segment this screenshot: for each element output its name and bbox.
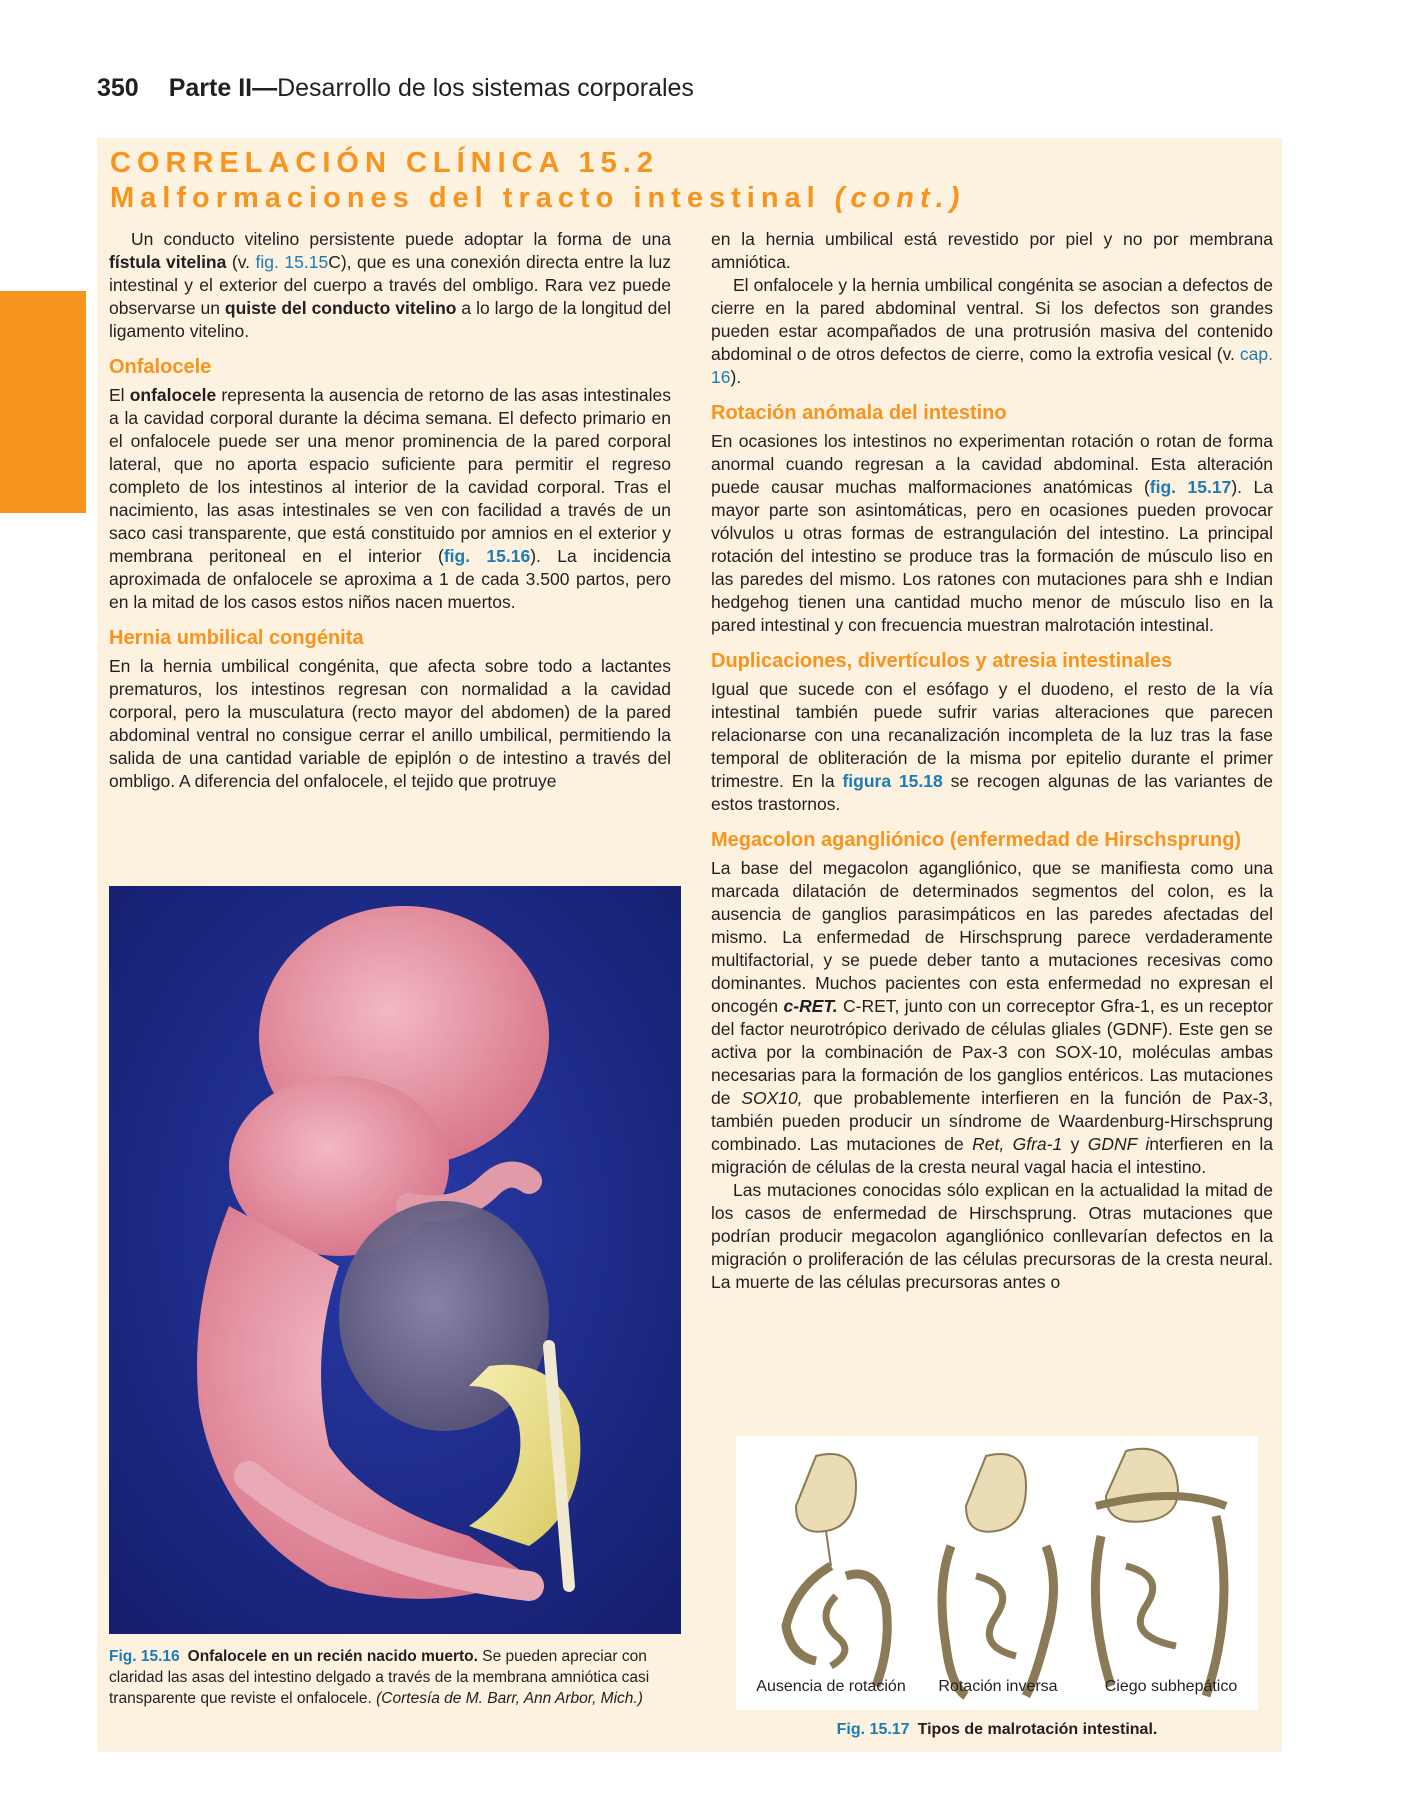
paragraph: En ocasiones los intestinos no experimentan rotación o rotan de forma anormal cuando regresan a la cavidad abdominal. Esta alteración puede causar muchas malformaciones anatómicas (fig. 15.17). La mayor parte son asintomáticas, pero en ocasiones pueden provocar vólvulos u otras formas de estrangulación del intestino. La principal rotación del intestino se produce tras la formación de músculo liso en las paredes del mismo. Los ratones con mutaciones para shh e Indian hedgehog tienen una cantidad mucho menor de músculo liso en la pared intestinal y con frecuencia muestran malrotación intestinal. (711, 431, 1273, 635)
figure-caption (736, 1721, 1258, 1739)
figure-credit: (Cortesía de M. Barr, Ann Arbor, Mich.) (376, 1690, 643, 1707)
left-column (109, 228, 671, 793)
chapter-link[interactable]: cap. 16 (711, 344, 1273, 387)
paragraph: Un conducto vitelino persistente puede adoptar la forma de una fístula vitelina (v. fig. 15.15C), que es una conexión directa entre la luz intestinal y el exterior del cuerpo a través del ombligo. Rara vez puede observarse un quiste del conducto vitelino a lo largo de la longitud del ligamento vitelino. (109, 229, 672, 341)
malrotation-diagram (736, 1436, 1258, 1710)
box-cont: (cont.) (834, 182, 966, 214)
section-heading: Rotación anómala del intestino (711, 402, 1007, 424)
part-title: Desarrollo de los sistemas corporales (277, 74, 694, 102)
figure-title: Tipos de malrotación intestinal. (917, 1721, 1158, 1738)
page-number: 350 (97, 74, 139, 102)
paragraph: Las mutaciones conocidas sólo explican en la actualidad la mitad de los casos de enfermedad de Hirschsprung. Otras mutaciones que podrían producir megacolon agangliónico conllevarían defectos en la migración o proliferación de las células precursoras de la cresta neural. La muerte de las células precursoras antes o (711, 1180, 1273, 1292)
section-heading: Megacolon agangliónico (enfermedad de Hirschsprung) (711, 829, 1242, 851)
section-heading: Hernia umbilical congénita (109, 627, 364, 649)
box-label: CORRELACIÓN CLÍNICA 15.2 (110, 147, 659, 179)
figure-link[interactable]: fig. 15.15 (255, 252, 329, 272)
figure-link[interactable]: fig. 15.16 (443, 546, 531, 566)
figure-title: Onfalocele en un recién nacido muerto. (187, 1648, 478, 1665)
box-title (110, 146, 965, 216)
chapter-tab (0, 291, 86, 513)
paragraph: En la hernia umbilical congénita, que afecta sobre todo a lactantes prematuros, los intestinos regresan con normalidad a la cavidad corporal, pero la musculatura (recto mayor del abdomen) de la pared abdominal ventral no consigue cerrar el anillo umbilical, permitiendo la salida de una cantidad variable de epiplón o de intestino a través del ombligo. A diferencia del onfalocele, el tejido que protruye (109, 656, 671, 791)
paragraph: El onfalocele y la hernia umbilical congénita se asocian a defectos de cierre en la pared abdominal ventral. Si los defectos son grandes pueden estar acompañados de una protrusión masiva del contenido abdominal o de otros defectos de cierre, como la extrofia vesical (v. cap. 16). (711, 275, 1273, 387)
figure-label: Fig. 15.17 (836, 1721, 910, 1738)
figure-caption: Fig. 15.16 Onfalocele en un recién nacido muerto. Se pueden apreciar con claridad las asas del intestino delgado a través de la membrana amniótica casi transparente que reviste el onfalocele. (Cortesía de M. Barr, Ann Arbor, Mich.) (109, 1648, 650, 1707)
section-heading: Duplicaciones, divertículos y atresia intestinales (711, 650, 1173, 672)
paragraph: en la hernia umbilical está revestido por piel y no por membrana amniótica. (711, 229, 1273, 272)
section-heading: Onfalocele (109, 356, 212, 378)
running-head (97, 74, 694, 103)
box-subtitle: Malformaciones del tracto intestinal (110, 182, 821, 214)
panel-label: Ciego subhepático (1104, 1678, 1238, 1695)
paragraph: El onfalocele representa la ausencia de retorno de las asas intestinales a la cavidad corporal durante la décima semana. El defecto primario en el onfalocele puede ser una menor prominencia de la pared corporal lateral, que no aporta espacio suficiente para permitir el regreso completo de los intestinos al interior de la cavidad corporal. Tras el nacimiento, las asas intestinales se ven con facilidad a través de un saco casi transparente, que está constituido por amnios en el exterior y membrana peritoneal en el interior (fig. 15.16). La incidencia aproximada de onfalocele se aproxima a 1 de cada 3.500 partos, pero en la mitad de los casos estos niños nacen muertos. (109, 385, 671, 612)
figure-link[interactable]: figura 15.18 (842, 771, 943, 791)
paragraph: Igual que sucede con el esófago y el duodeno, el resto de la vía intestinal también puede sufrir varias alteraciones que parecen relacionarse con una recanalización incompleta de la luz tras la fase temporal de obliteración de la misma por epitelio durante el primer trimestre. En la figura 15.18 se recogen algunas de las variantes de estos trastornos. (711, 679, 1273, 814)
figure-link[interactable]: fig. 15.17 (1149, 477, 1232, 497)
right-column (711, 228, 1273, 1294)
panel-label: Rotación inversa (938, 1678, 1058, 1695)
panel-label: Ausencia de rotación (756, 1678, 906, 1695)
paragraph: La base del megacolon agangliónico, que se manifiesta como una marcada dilatación de determinados segmentos del colon, es la ausencia de ganglios parasimpáticos en las paredes afectadas del mismo. La enfermedad de Hirschsprung parece verdaderamente multifactorial, y se puede deber tanto a mutaciones recesivas como dominantes. Muchos pacientes con esta enfermedad no expresan el oncogén c-RET. C-RET, junto con un correceptor Gfra-1, es un receptor del factor neurotrópico derivado de células gliales (GDNF). Este gen se activa por la combinación de Pax-3 con SOX-10, moléculas ambas necesarias para la formación de los ganglios entéricos. Las mutaciones de SOX10, que probablemente interfieren en la función de Pax-3, también pueden producir un síndrome de Waardenburg-Hirschsprung combinado. Las mutaciones de Ret, Gfra-1 y GDNF interfieren en la migración de células de la cresta neural vagal hacia el intestino. (711, 858, 1273, 1177)
part-label: Parte II— (168, 74, 278, 102)
omphalocele-photo (109, 886, 681, 1634)
figure-label: Fig. 15.16 (109, 1648, 180, 1665)
